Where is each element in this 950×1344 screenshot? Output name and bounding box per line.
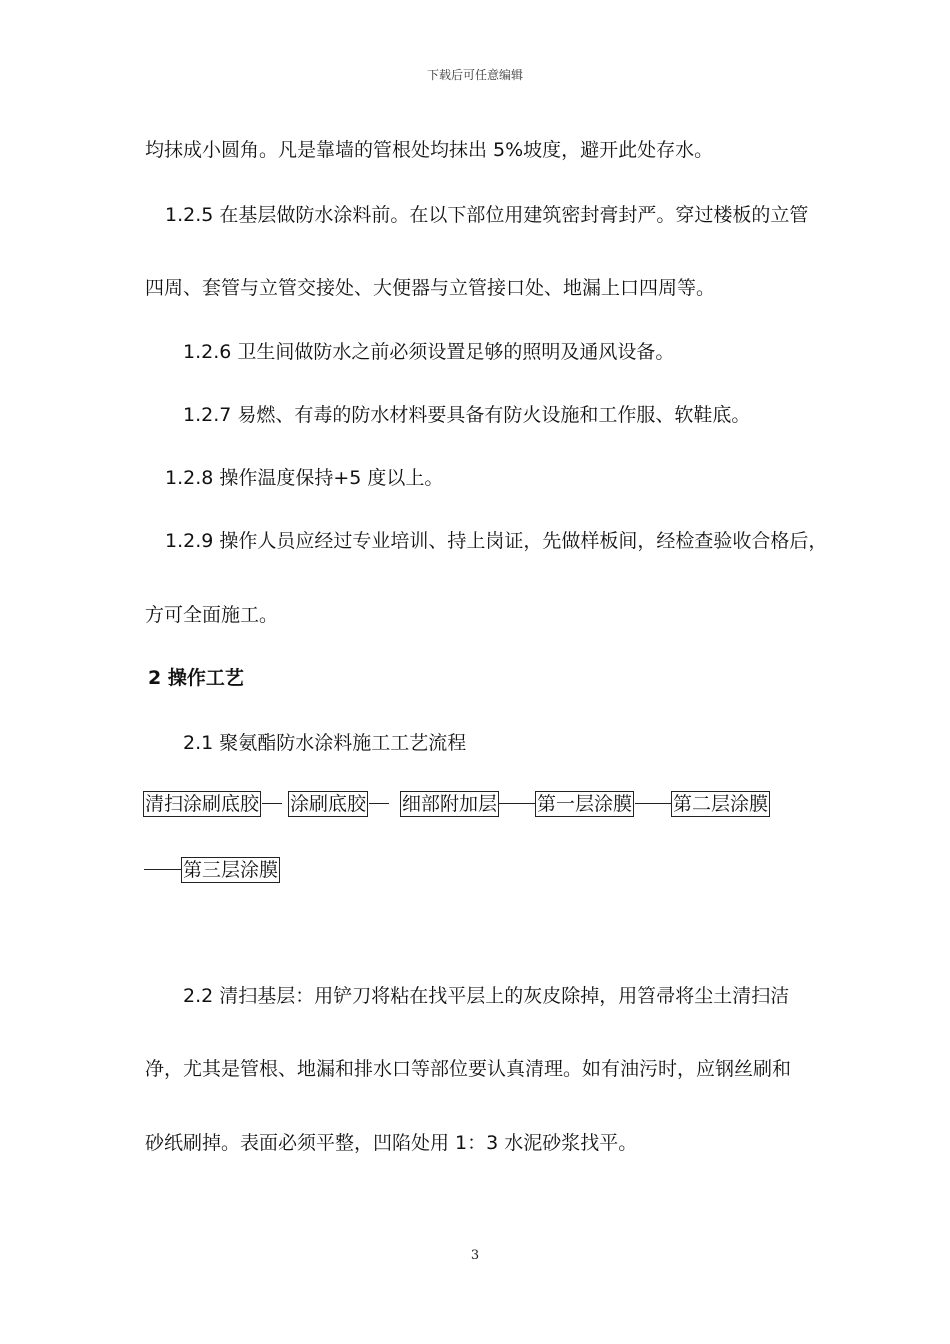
paragraph-line: 1.2.5 在基层做防水涂料前。在以下部位用建筑密封膏封严。穿过楼板的立管 (165, 204, 809, 226)
paragraph-line: 1.2.7 易燃、有毒的防水材料要具备有防火设施和工作服、软鞋底。 (183, 404, 751, 426)
paragraph-line: 方可全面施工。 (145, 604, 279, 626)
flow-step: 第二层涂膜 (673, 793, 769, 815)
paragraph-line: 1.2.9 操作人员应经过专业培训、持上岗证，先做样板间，经检查验收合格后， (165, 530, 828, 552)
flow-step: 涂刷底胶 (290, 793, 367, 815)
paragraph-line: 砂纸刷掉。表面必须平整，凹陷处用 1：3 水泥砂浆找平。 (145, 1132, 638, 1154)
paragraph-line: 四周、套管与立管交接处、大便器与立管接口处、地漏上口四周等。 (145, 277, 716, 299)
flow-connector (144, 869, 181, 870)
flow-step: 细部附加层 (402, 793, 498, 815)
paragraph-line: 均抹成小圆角。凡是靠墙的管根处均抹出 5%坡度，避开此处存水。 (145, 139, 714, 161)
flow-step: 第三层涂膜 (183, 859, 279, 881)
flow-connector (635, 803, 671, 804)
paragraph-line: 1.2.6 卫生间做防水之前必须设置足够的照明及通风设备。 (183, 341, 675, 363)
page-number: 3 (470, 1248, 480, 1263)
paragraph-line: 1.2.8 操作温度保持+5 度以上。 (165, 467, 444, 489)
flow-connector (369, 803, 389, 804)
flow-connector (499, 803, 535, 804)
flow-step: 清扫涂刷底胶 (145, 793, 260, 815)
page-header: 下载后可任意编辑 (426, 68, 523, 82)
paragraph-line: 净，尤其是管根、地漏和排水口等部位要认真清理。如有油污时，应钢丝刷和 (145, 1058, 792, 1080)
flow-connector (262, 803, 282, 804)
flow-step: 第一层涂膜 (537, 793, 633, 815)
paragraph-line: 2.2 清扫基层：用铲刀将粘在找平层上的灰皮除掉，用笤帚将尘土清扫洁 (183, 985, 790, 1007)
paragraph-line: 2.1 聚氨酯防水涂料施工工艺流程 (183, 732, 467, 754)
section-heading: 2 操作工艺 (148, 667, 244, 689)
